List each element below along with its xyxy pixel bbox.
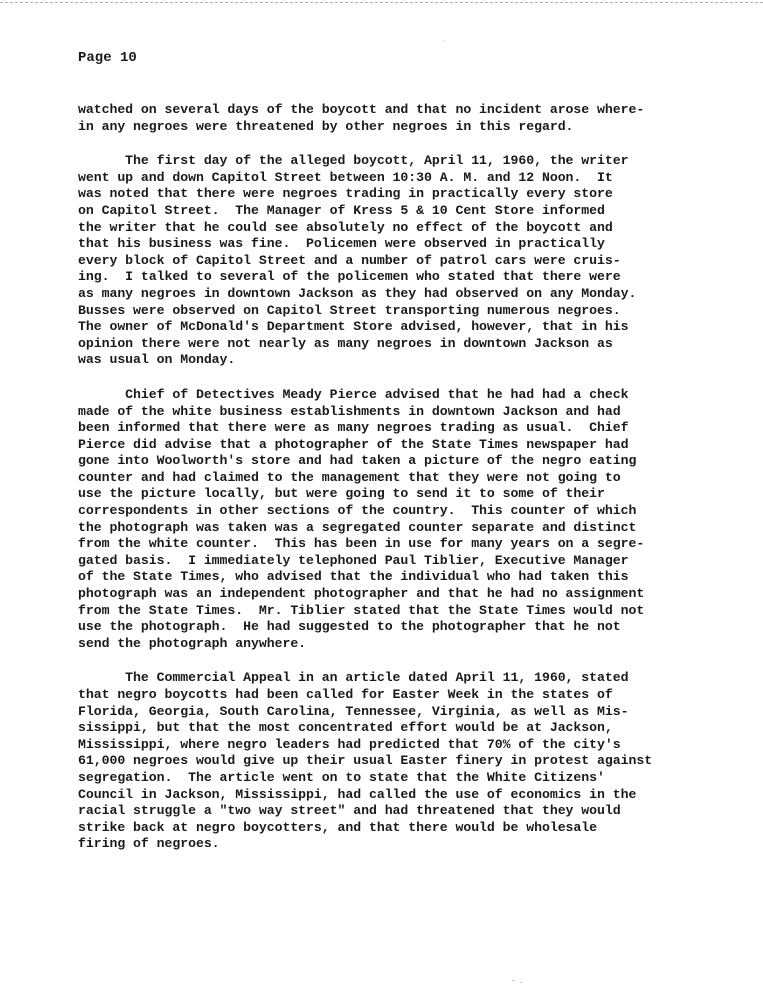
text-line: was usual on Monday. bbox=[78, 352, 236, 368]
paragraph bbox=[78, 102, 738, 135]
text-line: ing. I talked to several of the policemen who stated that there were bbox=[78, 269, 621, 285]
text-line: racial struggle a "two way street" and had threatened that they would bbox=[78, 803, 621, 819]
text-line: The owner of McDonald's Department Store advised, however, that in his bbox=[78, 319, 629, 335]
text-line: from the white counter. This has been in use for many years on a segre- bbox=[78, 536, 645, 552]
text-line: watched on several days of the boycott and that no incident arose where- bbox=[78, 102, 645, 117]
text-line: been informed that there were as many negroes trading as usual. Chief bbox=[78, 420, 629, 436]
text-line: segregation. The article went on to state that the White Citizens' bbox=[78, 769, 605, 785]
text-line: firing of negroes. bbox=[78, 836, 220, 852]
paragraph bbox=[78, 387, 738, 653]
paragraph bbox=[78, 153, 738, 369]
text-line: went up and down Capitol Street between 10:30 A. M. and 12 Noon. It bbox=[78, 169, 613, 185]
text-line: sissippi, but that the most concentrated effort would be at Jackson, bbox=[78, 720, 613, 736]
text-line: gone into Woolworth's store and had taken a picture of the negro eating bbox=[78, 453, 637, 469]
text-line: Chief of Detectives Meady Pierce advised that he had had a check bbox=[78, 386, 629, 402]
document-body bbox=[78, 102, 738, 871]
text-line: Mississippi, where negro leaders had predicted that 70% of the city's bbox=[78, 736, 621, 752]
text-line: Pierce did advise that a photographer of the State Times newspaper had bbox=[78, 436, 629, 452]
scan-speck bbox=[512, 980, 515, 981]
text-line: that negro boycotts had been called for Easter Week in the states of bbox=[78, 687, 613, 702]
text-line: The first day of the alleged boycott, April 11, 1960, the writer bbox=[78, 153, 629, 169]
text-line: was noted that there were negroes trading in practically every store bbox=[78, 186, 613, 202]
scan-speck bbox=[443, 40, 444, 41]
text-line: photograph was an independent photographer and that he had no assignment bbox=[78, 586, 645, 602]
text-line: from the State Times. Mr. Tiblier stated that the State Times would not bbox=[78, 602, 645, 618]
text-line: use the photograph. He had suggested to the photographer that he not bbox=[78, 619, 621, 635]
text-line: as many negroes in downtown Jackson as they had observed on any Monday. bbox=[78, 285, 637, 301]
text-line: on Capitol Street. The Manager of Kress 5 & 10 Cent Store informed bbox=[78, 202, 605, 218]
text-line: 61,000 negroes would give up their usual Easter finery in protest against bbox=[78, 753, 653, 769]
text-line: opinion there were not nearly as many negroes in downtown Jackson as bbox=[78, 335, 613, 351]
text-line: counter and had claimed to the management that they were not going to bbox=[78, 469, 621, 485]
text-line: the writer that he could see absolutely no effect of the boycott and bbox=[78, 219, 613, 235]
text-line: correspondents in other sections of the country. This counter of which bbox=[78, 503, 637, 519]
text-line: every block of Capitol Street and a number of patrol cars were cruis- bbox=[78, 252, 621, 268]
text-line: Florida, Georgia, South Carolina, Tennessee, Virginia, as well as Mis- bbox=[78, 703, 629, 719]
text-line: that his business was fine. Policemen were observed in practically bbox=[78, 236, 605, 252]
page-number: Page 10 bbox=[78, 50, 137, 66]
text-line: Busses were observed on Capitol Street transporting numerous negroes. bbox=[78, 302, 621, 318]
scan-speck bbox=[520, 982, 522, 983]
text-line: made of the white business establishments in downtown Jackson and had bbox=[78, 403, 621, 419]
text-line: Council in Jackson, Mississippi, had called the use of economics in the bbox=[78, 786, 637, 802]
top-page-border bbox=[0, 2, 763, 3]
text-line: of the State Times, who advised that the individual who had taken this bbox=[78, 569, 629, 585]
text-line: in any negroes were threatened by other negroes in this regard. bbox=[78, 118, 574, 134]
text-line: the photograph was taken was a segregated counter separate and distinct bbox=[78, 519, 637, 535]
text-line: The Commercial Appeal in an article dated April 11, 1960, stated bbox=[78, 670, 629, 686]
text-line: gated basis. I immediately telephoned Paul Tiblier, Executive Manager bbox=[78, 552, 629, 568]
text-line: strike back at negro boycotters, and that there would be wholesale bbox=[78, 819, 598, 835]
text-line: use the picture locally, but were going to send it to some of their bbox=[78, 486, 605, 502]
paragraph bbox=[78, 670, 738, 853]
text-line: send the photograph anywhere. bbox=[78, 635, 307, 651]
